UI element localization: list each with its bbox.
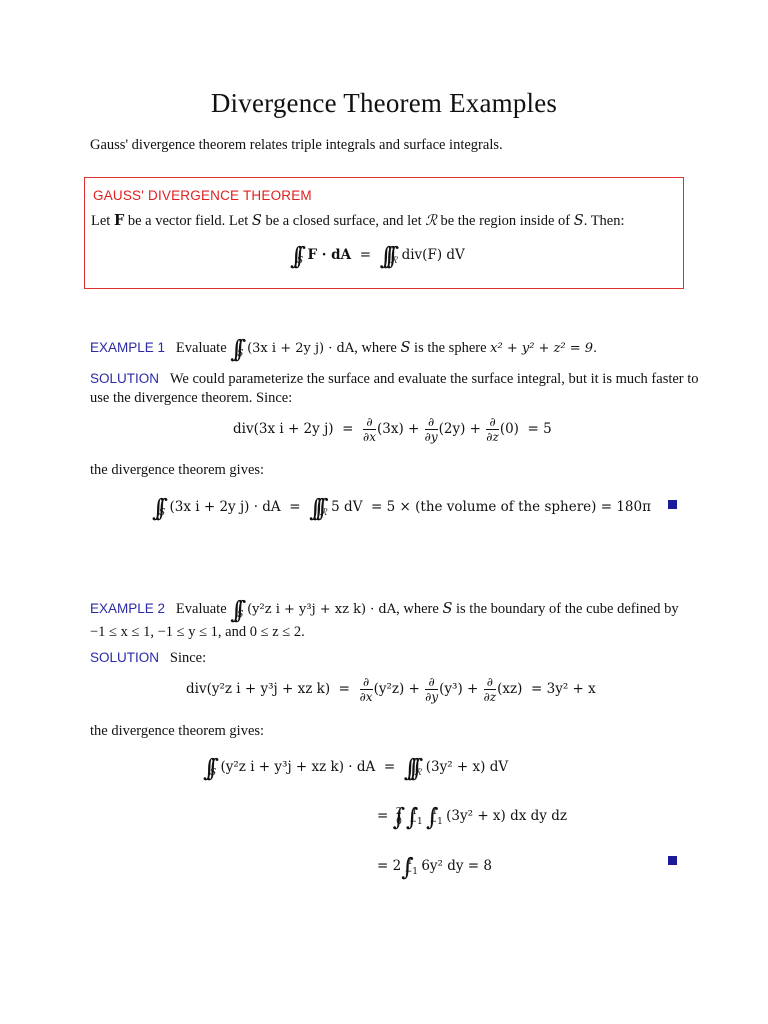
theorem-S2: S [573, 213, 584, 229]
theorem-R: ℛ [425, 213, 437, 229]
qed-marker-2 [668, 856, 677, 865]
theorem-text-b: be a vector field. Let [124, 213, 252, 229]
theorem-text-e: . Then: [583, 213, 625, 229]
example1-is-sphere: is the sphere [410, 340, 491, 356]
example2-solution-line [90, 650, 206, 667]
sub-S: S [297, 256, 304, 266]
example1-result-rhs: = 5 × (the volume of the sphere) = 180π [371, 499, 651, 515]
theorem-text-a: Let [91, 213, 114, 229]
theorem-statement [91, 212, 625, 230]
example1-sphere-eq: x² + y² + z² = 9. [490, 341, 598, 356]
example2-line3-integrand: 6y² dy = 8 [421, 858, 492, 874]
example2-since: Since: [169, 650, 207, 666]
example1-S: S [400, 340, 411, 356]
qed-marker-1 [668, 500, 677, 509]
ex2-div-b: (y³) + [439, 681, 479, 697]
example2-statement: EXAMPLE 2 Evaluate $\int\int_S$ (y²z i + y³j + xz k) · dA, where S is the boundary of the cube defined by [90, 596, 679, 624]
example2-solution-label: SOLUTION [90, 650, 160, 665]
ex1-div-b: (2y) + [438, 421, 481, 437]
formula-left: F · dA [307, 247, 352, 263]
ex1-div-c: (0) [499, 421, 519, 437]
example2-result-line3: = $2\int_{-1}^1$ 6y² dy = 8 [377, 853, 492, 881]
example1-div-result: = 5 [527, 421, 552, 437]
example1-result-lhs: (3x i + 2y j) · dA [169, 499, 281, 515]
example2-label: EXAMPLE 2 [90, 601, 166, 616]
ex1-div-a: (3x) + [377, 421, 420, 437]
example1-result-mid: 5 dV [331, 499, 363, 515]
example1-integrand: (3x i + 2y j) · dA [247, 341, 355, 356]
example2-result-line1: $\int\int_S$ (y²z i + y³j + xz k) · dA = $\int\int\int_ℛ$ (3y² + x) dV [203, 754, 509, 782]
example1-solution-line2: use the divergence theorem. Since: [90, 390, 293, 406]
page-title: Divergence Theorem Examples [210, 88, 558, 118]
theorem-S: S [251, 213, 262, 229]
example2-line1-lhs: (y²z i + y³j + xz k) · dA [220, 759, 376, 775]
example1-where: , where [354, 340, 401, 356]
example2-evaluate: Evaluate [175, 601, 227, 617]
example2-line1-rhs: (3y² + x) dV [425, 759, 509, 775]
example2-S: S [442, 601, 453, 617]
example2-div-lhs: div(y²z i + y³j + xz k) [186, 681, 331, 697]
theorem-box [84, 177, 684, 289]
sub-R: ℛ [390, 256, 398, 266]
theorem-text-d: be the region inside of [436, 213, 574, 229]
theorem-heading: GAUSS' DIVERGENCE THEOREM [93, 188, 312, 203]
example1-solution-label: SOLUTION [90, 371, 160, 386]
example2-bounds: −1 ≤ x ≤ 1, −1 ≤ y ≤ 1, and 0 ≤ z ≤ 2. [90, 624, 305, 640]
theorem-F: F [113, 212, 125, 229]
example1-gives: the divergence theorem gives: [90, 462, 265, 478]
example1-statement: EXAMPLE 1 Evaluate $\int\int_S$ (3x i + 2y j) · dA, where S is the sphere x² + y² + z² = 9. [90, 335, 598, 363]
formula-eq: = [359, 247, 371, 263]
theorem-text-c: be a closed surface, and let [261, 213, 426, 229]
ex2-div-a: (y²z) + [373, 681, 420, 697]
example2-boundary: is the boundary of the cube defined by [452, 601, 679, 617]
ex2-div-c: (xz) [497, 681, 523, 697]
example2-divergence-equation: div(y²z i + y³j + xz k) = $\frac{\partial}{\partial x}$ (y²z) + $\frac{\partial}{\partial y}$ (y³) + $\frac{\partial}{\partial z}$ (xz) = 3y² + x [186, 675, 596, 704]
example1-evaluate: Evaluate [175, 340, 227, 356]
example1-solution-line1 [90, 371, 699, 388]
example2-line2-integrand: (3y² + x) dx dy dz [446, 808, 567, 824]
example2-gives: the divergence theorem gives: [90, 723, 265, 739]
theorem-formula: $\int\int_S$ F · dA = $\int\int\int_ℛ$ div(F) dV [290, 242, 465, 270]
example2-integrand: (y²z i + y³j + xz k) · dA [247, 602, 397, 617]
example1-result-equation: $\int\int_S$ (3x i + 2y j) · dA = $\int\int\int_ℛ$ 5 dV = 5 × (the volume of the sphere) = 180π [152, 494, 651, 522]
example2-div-result: = 3y² + x [531, 681, 596, 697]
intro-text: Gauss' divergence theorem relates triple integrals and surface integrals. [90, 137, 503, 153]
formula-right: div(F) dV [401, 247, 465, 263]
example1-divergence-equation: div(3x i + 2y j) = $\frac{\partial}{\partial x}$ (3x) + $\frac{\partial}{\partial y}$ (2y) + $\frac{\partial}{\partial z}$ (0) = 5 [233, 415, 552, 444]
example2-result-line2: = $\int_0^2$ $\int_{-1}^1$ $\int_{-1}^1$ (3y² + x) dx dy dz [377, 803, 567, 831]
example2-where: , where [396, 601, 443, 617]
example1-solution-text1: We could parameterize the surface and evaluate the surface integral, but it is much faster to [169, 371, 699, 387]
example1-label: EXAMPLE 1 [90, 340, 166, 355]
example1-div-lhs: div(3x i + 2y j) [233, 421, 334, 437]
